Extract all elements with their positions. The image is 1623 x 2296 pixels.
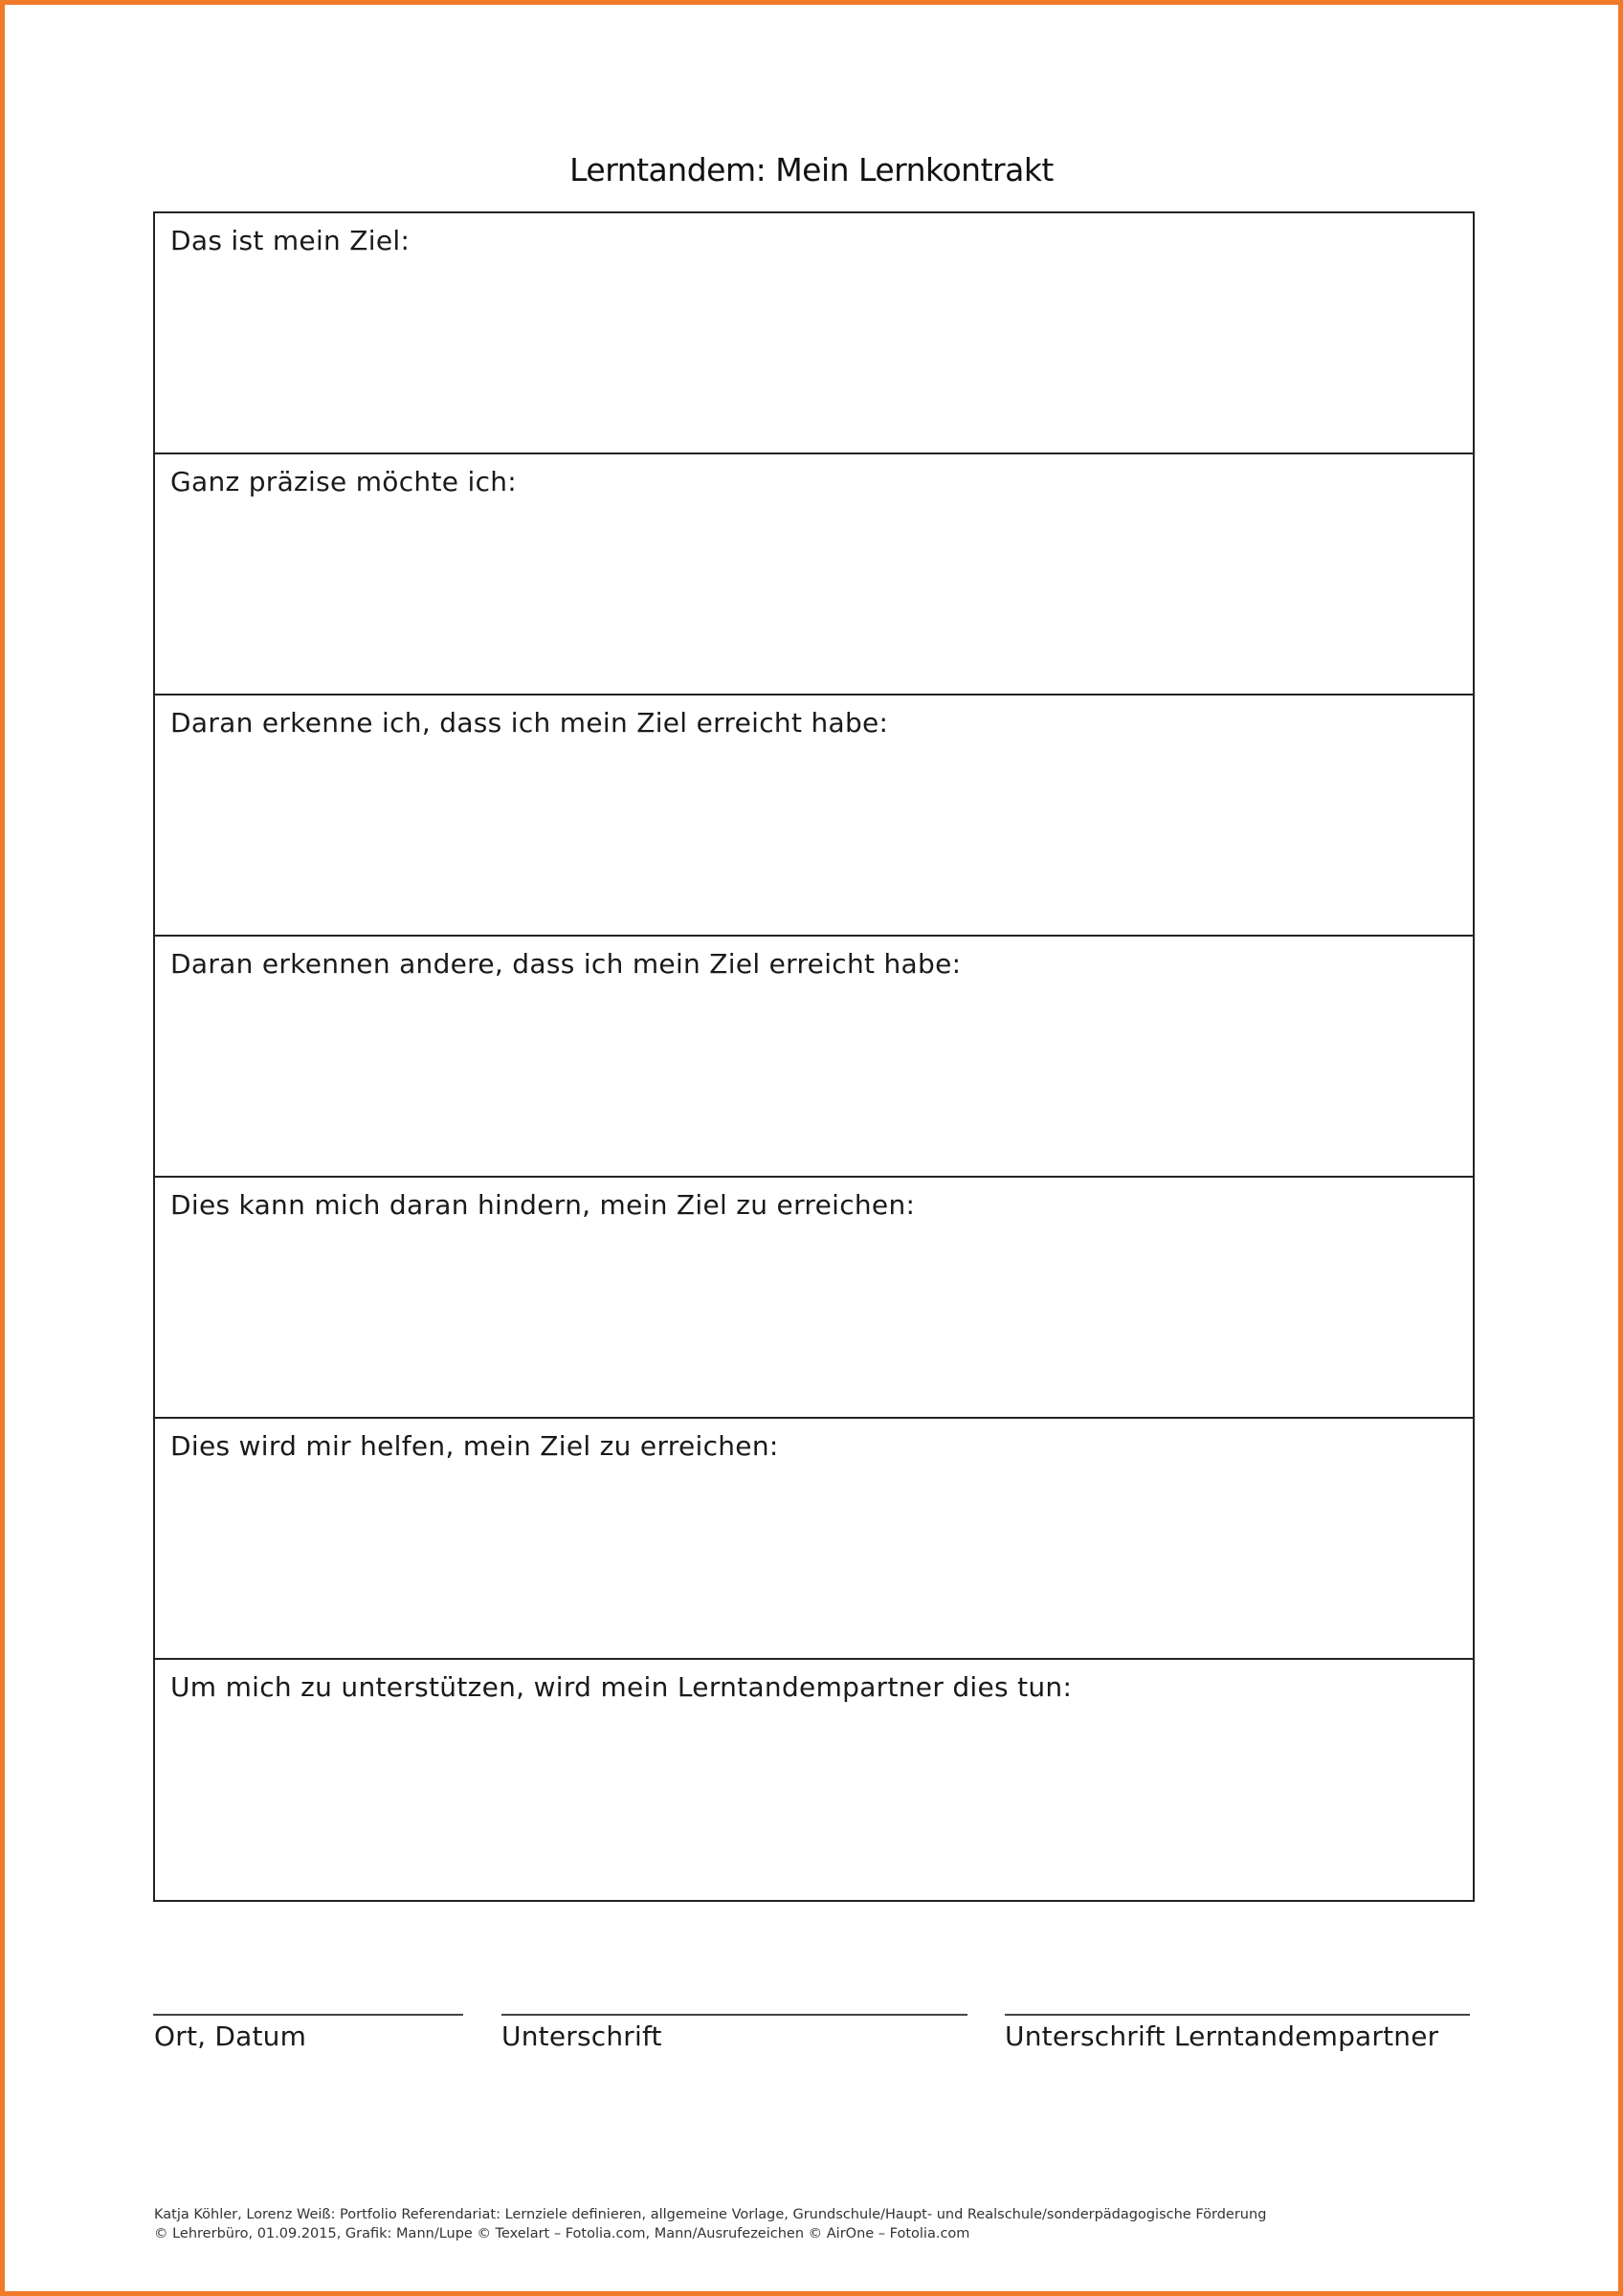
- self-recognition-field[interactable]: [155, 695, 1473, 937]
- footer-line-2: © Lehrerbüro, 01.09.2015, Grafik: Mann/Lupe © Texelart – Fotolia.com, Mann/Ausrufezeichen © AirOne – Fotolia.com: [154, 2226, 970, 2241]
- place-date-line[interactable]: [153, 2014, 463, 2016]
- helpers-field[interactable]: [155, 1419, 1473, 1660]
- place-date-label: Ort, Datum: [154, 2020, 307, 2052]
- obstacles-field-label: Dies kann mich daran hindern, mein Ziel zu erreichen:: [170, 1189, 916, 1221]
- signature-label: Unterschrift: [501, 2020, 662, 2052]
- signature-line[interactable]: [501, 2014, 967, 2016]
- others-recognition-field-label: Daran erkennen andere, dass ich mein Ziel erreicht habe:: [170, 948, 962, 980]
- page-title: Lerntandem: Mein Lernkontrakt: [569, 151, 1054, 188]
- partner-support-field[interactable]: [155, 1660, 1473, 1900]
- partner-signature-line[interactable]: [1005, 2014, 1470, 2016]
- contract-form-table: [153, 211, 1475, 1902]
- footer-credits: [154, 2205, 1266, 2243]
- partner-signature-label: Unterschrift Lerntandempartner: [1005, 2020, 1439, 2052]
- footer-line-1: Katja Köhler, Lorenz Weiß: Portfolio Referendariat: Lernziele definieren, allgemeine Vorlage, Grundschule/Haupt- und Realschule/sonderpädagogische Förderung: [154, 2207, 1267, 2222]
- partner-support-field-label: Um mich zu unterstützen, wird mein Lerntandempartner dies tun:: [170, 1671, 1073, 1703]
- self-recognition-field-label: Daran erkenne ich, dass ich mein Ziel erreicht habe:: [170, 707, 889, 739]
- goal-field[interactable]: [155, 213, 1473, 454]
- obstacles-field[interactable]: [155, 1178, 1473, 1419]
- precise-goal-field[interactable]: [155, 454, 1473, 695]
- others-recognition-field[interactable]: [155, 937, 1473, 1178]
- precise-goal-field-label: Ganz präzise möchte ich:: [170, 466, 518, 497]
- goal-field-label: Das ist mein Ziel:: [170, 225, 411, 256]
- helpers-field-label: Dies wird mir helfen, mein Ziel zu erreichen:: [170, 1430, 779, 1462]
